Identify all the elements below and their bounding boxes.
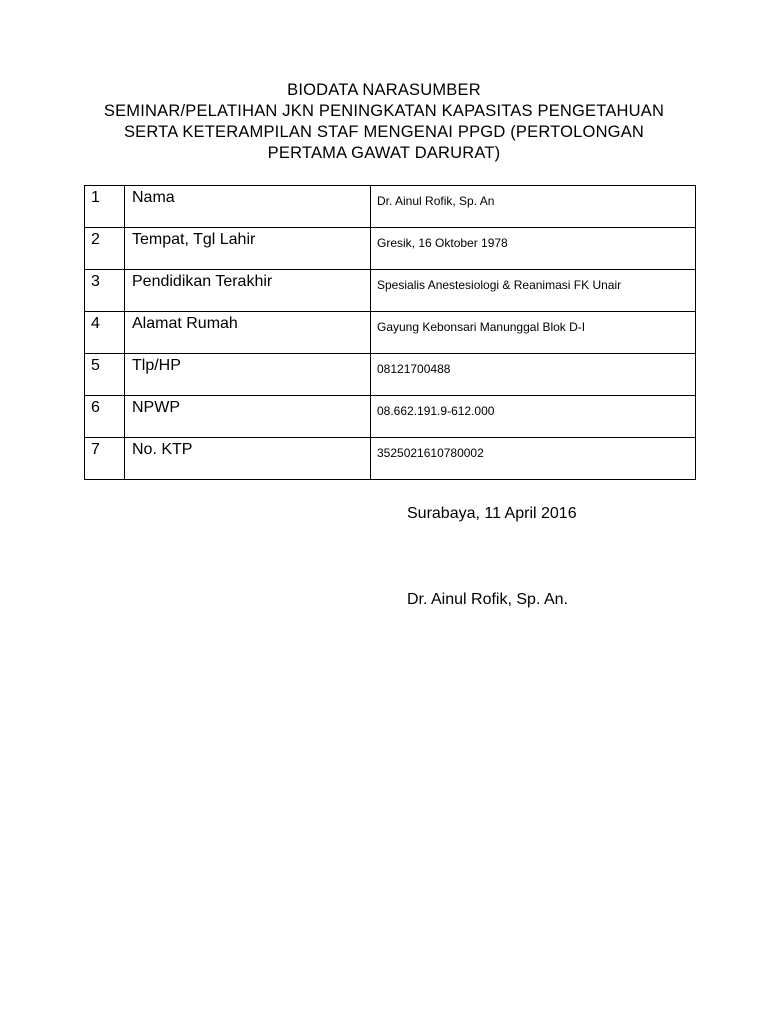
row-value: 08.662.191.9-612.000 (371, 396, 696, 438)
row-value: 3525021610780002 (371, 438, 696, 480)
table-row (85, 228, 696, 270)
table-row (85, 186, 696, 228)
row-label: No. KTP (125, 438, 371, 480)
title-line: SEMINAR/PELATIHAN JKN PENINGKATAN KAPASITAS PENGETAHUAN (103, 102, 665, 120)
biodata-table (84, 185, 696, 480)
row-label: Alamat Rumah (125, 312, 371, 354)
row-label: Tempat, Tgl Lahir (125, 228, 371, 270)
row-label: Tlp/HP (125, 354, 371, 396)
row-number: 5 (85, 354, 125, 396)
row-value: Dr. Ainul Rofik, Sp. An (371, 186, 696, 228)
row-number: 4 (85, 312, 125, 354)
row-number: 7 (85, 438, 125, 480)
table-row (85, 312, 696, 354)
row-number: 3 (85, 270, 125, 312)
document-title (0, 80, 768, 164)
row-number: 6 (85, 396, 125, 438)
title-line: SERTA KETERAMPILAN STAF MENGENAI PPGD (PERTOLONGAN (123, 123, 645, 141)
title-line: BIODATA NARASUMBER (287, 81, 481, 99)
row-number: 2 (85, 228, 125, 270)
table-row (85, 354, 696, 396)
table-row (85, 270, 696, 312)
row-value: Gresik, 16 Oktober 1978 (371, 228, 696, 270)
row-value: 08121700488 (371, 354, 696, 396)
row-label: Nama (125, 186, 371, 228)
row-label: NPWP (125, 396, 371, 438)
row-value: Gayung Kebonsari Manunggal Blok D-I (371, 312, 696, 354)
table-row (85, 438, 696, 480)
place-date: Surabaya, 11 April 2016 (407, 505, 577, 522)
signature-name: Dr. Ainul Rofik, Sp. An. (407, 591, 568, 608)
title-line: PERTAMA GAWAT DARURAT) (267, 144, 501, 162)
table-row (85, 396, 696, 438)
row-label: Pendidikan Terakhir (125, 270, 371, 312)
row-number: 1 (85, 186, 125, 228)
row-value: Spesialis Anestesiologi & Reanimasi FK Unair (371, 270, 696, 312)
